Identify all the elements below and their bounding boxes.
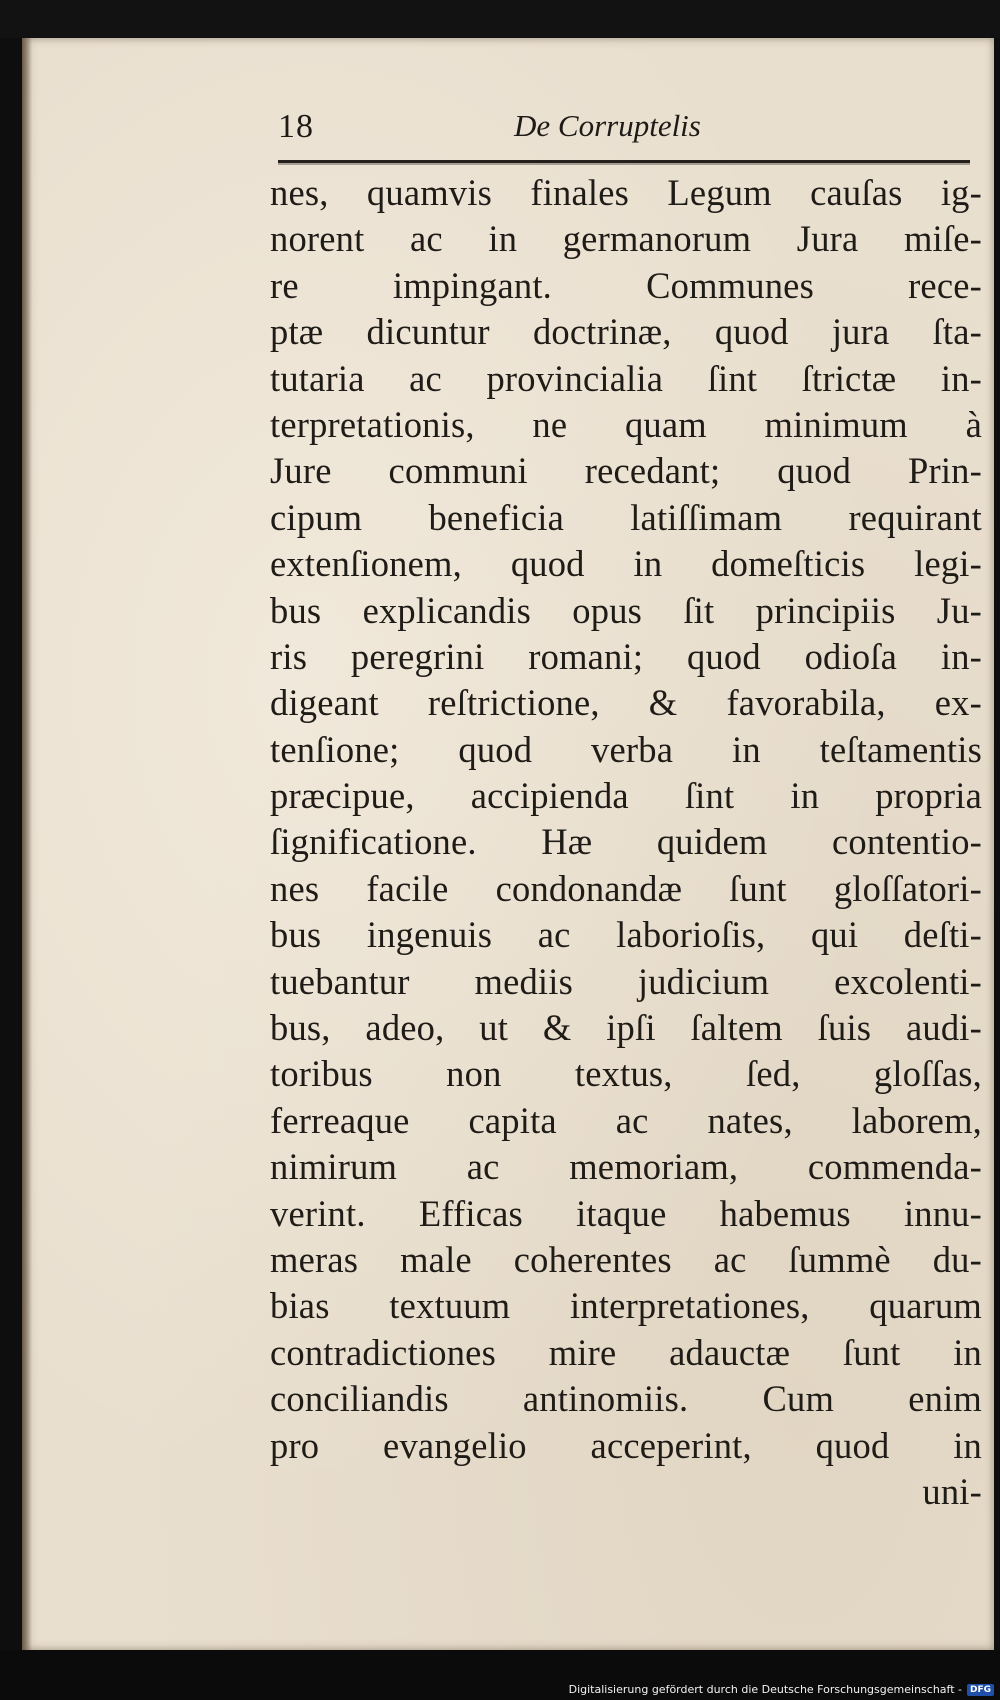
text-line: bus ingenuis ac laborioſis, qui deſti-	[270, 914, 982, 956]
text-line: præcipue, accipienda ſint in propria	[270, 775, 982, 817]
text-line: bus, adeo, ut & ipſi ſaltem ſuis audi-	[270, 1007, 982, 1049]
text-line: nes facile condonandæ ſunt gloſſatori-	[270, 867, 982, 909]
text-line: toribus non textus, ſed, gloſſas,	[270, 1053, 982, 1095]
page-gutter-shadow	[22, 38, 32, 1650]
text-line: nes, quamvis finales Legum cauſas ig-	[270, 172, 982, 213]
text-line: bias textuum interpretationes, quarum	[270, 1285, 982, 1327]
scan-top-border	[0, 0, 1000, 38]
text-line: ferreaque capita ac nates, laborem,	[270, 1099, 982, 1141]
text-line: meras male coherentes ac ſummè du-	[270, 1238, 982, 1280]
catchword: uni-	[922, 1470, 982, 1512]
text-line: ptæ dicuntur doctrinæ, quod jura ſta-	[270, 311, 982, 353]
text-line: Jure communi recedant; quod Prin-	[270, 450, 982, 492]
running-title: De Corruptelis	[514, 108, 701, 143]
funding-notice	[569, 1683, 994, 1696]
page-number: 18	[278, 108, 314, 145]
text-line: contradictiones mire adauctæ ſunt in	[270, 1331, 982, 1373]
text-line: nimirum ac memoriam, commenda-	[270, 1146, 982, 1188]
text-line: conciliandis antinomiis. Cum enim	[270, 1378, 982, 1420]
page-header	[278, 108, 968, 152]
text-line: bus explicandis opus ſit principiis Ju-	[270, 589, 982, 631]
text-line: re impingant. Communes rece-	[270, 264, 982, 306]
text-line: ſignificatione. Hæ quidem contentio-	[270, 821, 982, 863]
text-line: norent ac in germanorum Jura miſe-	[270, 218, 982, 260]
text-line: ris peregrini romani; quod odioſa in-	[270, 635, 982, 677]
funding-notice-text: Digitalisierung gefördert durch die Deutsche Forschungsgemeinschaft -	[568, 1683, 962, 1696]
text-line: tuebantur mediis judicium excolenti-	[270, 960, 982, 1002]
text-line: tenſione; quod verba in teſtamentis	[270, 728, 982, 770]
text-line: cipum beneficia latiſſimam requirant	[270, 496, 982, 538]
text-line: digeant reſtrictione, & favorabila, ex-	[270, 682, 982, 724]
dfg-logo-icon: DFG	[967, 1684, 994, 1696]
scan-footer	[0, 1650, 1000, 1700]
text-line: extenſionem, quod in domeſticis legi-	[270, 543, 982, 585]
text-line: pro evangelio acceperint, quod in	[270, 1424, 982, 1466]
header-rule	[278, 160, 970, 163]
body-text	[270, 170, 982, 1515]
text-line: verint. Efficas itaque habemus innu-	[270, 1192, 982, 1234]
text-line: terpretationis, ne quam minimum à	[270, 403, 982, 445]
text-line: tutaria ac provincialia ſint ſtrictæ in-	[270, 357, 982, 399]
